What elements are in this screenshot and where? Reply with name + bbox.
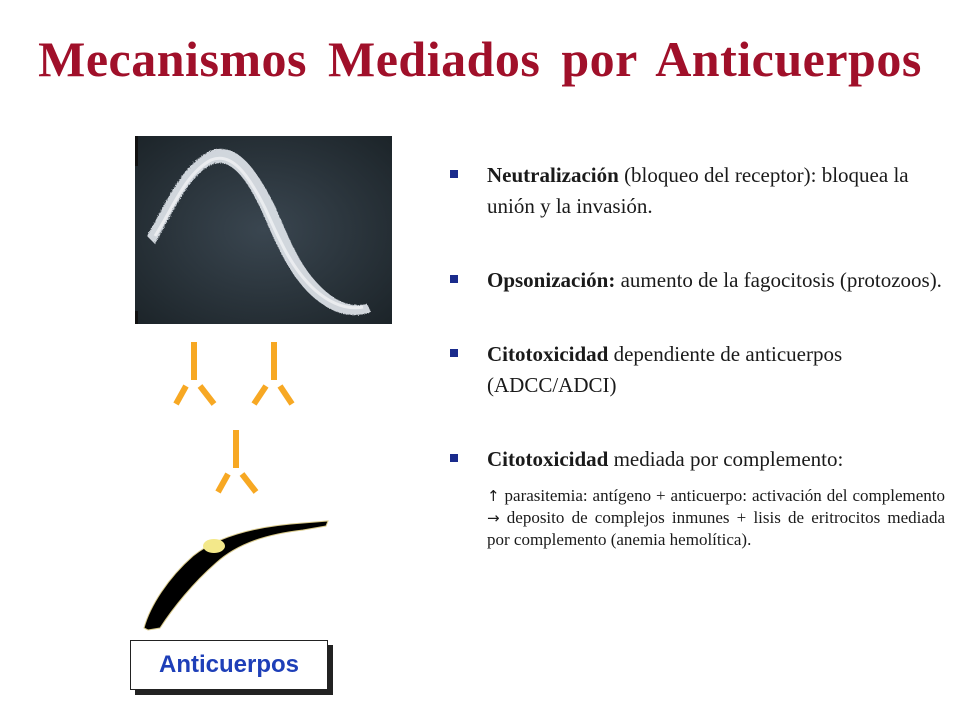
bullet-item-opsonizacion: [450, 265, 945, 296]
bullet-marker: [450, 349, 458, 357]
bullet-term: Citotoxicidad: [487, 447, 609, 471]
antibody-icon: [170, 340, 220, 410]
antibody-icon: [212, 428, 262, 498]
bullet-item-neutralizacion: [450, 160, 945, 222]
bullet-marker: [450, 170, 458, 178]
complement-detail: [450, 485, 945, 550]
bullet-term: Citotoxicidad: [487, 342, 609, 366]
bullet-term: Neutralización: [487, 163, 619, 187]
antibodies-label-text: Anticuerpos: [158, 651, 299, 678]
bullet-text: aumento de la fagocitosis (protozoos).: [615, 268, 942, 292]
bullet-item-complemento: [450, 444, 945, 475]
right-arrow-icon: →: [487, 509, 500, 527]
antibody-icon: [248, 340, 298, 410]
micrograph-image: [135, 136, 392, 324]
antibodies-label: [130, 640, 328, 690]
detail-text: deposito de complejos inmunes + lisis de eritrocitos mediada por complemento (anemia hemolítica).: [487, 508, 945, 549]
bullet-text: (bloqueo del receptor): bloquea la unión y la invasión.: [487, 163, 909, 218]
bullet-text: mediada por complemento:: [608, 447, 844, 471]
bullet-list: [450, 160, 945, 550]
up-arrow-icon: ↑: [487, 487, 500, 505]
bullet-term: Opsonización:: [487, 268, 616, 292]
bullet-item-adcc: [450, 339, 945, 401]
slide-title: Mecanismos Mediados por Anticuerpos: [38, 31, 922, 87]
bullet-text: dependiente de anticuerpos (ADCC/ADCI): [487, 342, 843, 397]
bullet-marker: [450, 275, 458, 283]
parasite-illustration: [138, 518, 333, 633]
bullet-marker: [450, 454, 458, 462]
detail-text: parasitemia: antígeno + anticuerpo: activación del complemento: [499, 486, 945, 505]
